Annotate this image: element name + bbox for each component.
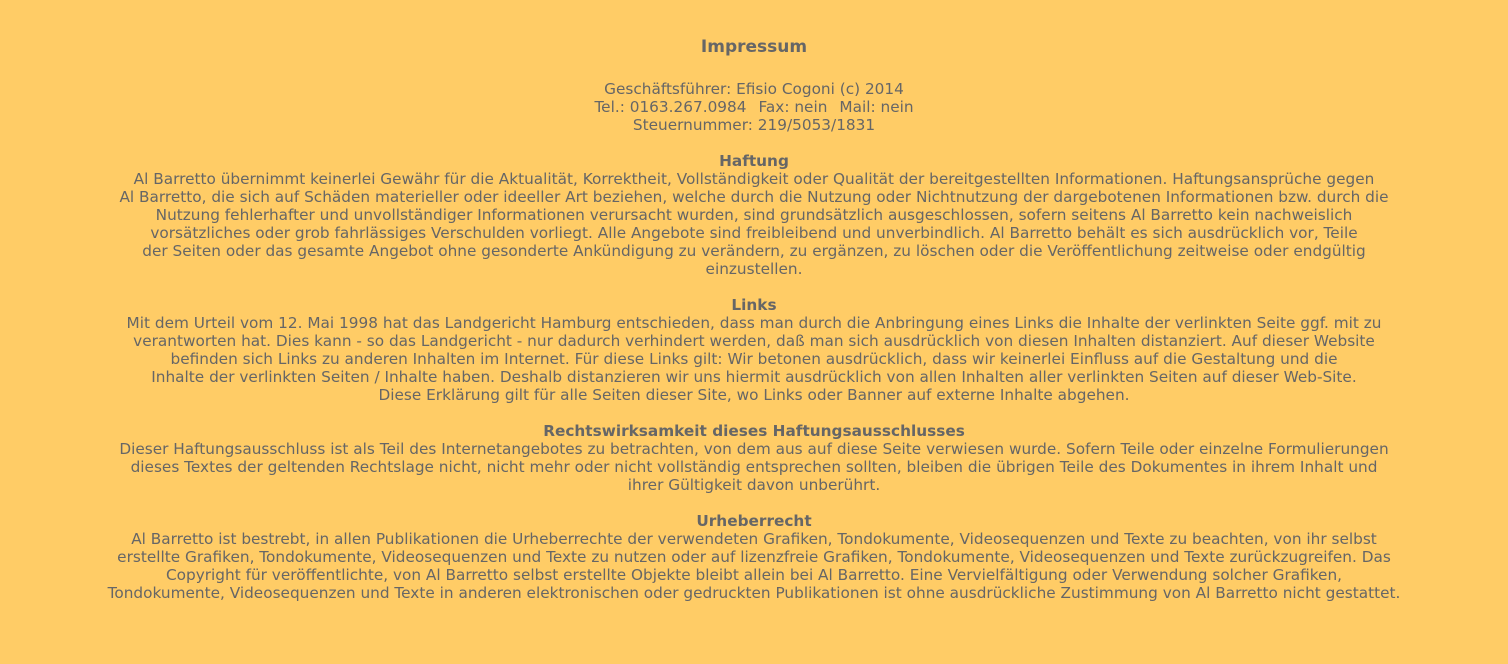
impressum-content: [54, 37, 1454, 602]
text-line: Al Barretto, die sich auf Schäden materieller oder ideeller Art beziehen, welche durch die Nutzung oder Nichtnutzung der dargebotenen Informationen bzw. durch die: [119, 188, 1389, 206]
text-line: Al Barretto ist bestrebt, in allen Publikationen die Urheberrechte der verwendeten Grafiken, Tondokumente, Videosequenzen und Texte zu beachten, von ihr selbst: [131, 530, 1377, 548]
text-line: vorsätzliches oder grob fahrlässiges Verschulden vorliegt. Alle Angebote sind freibleibend und unverbindlich. Al Barretto behält es sich ausdrücklich vor, Teile: [150, 224, 1358, 242]
text-line: Mit dem Urteil vom 12. Mai 1998 hat das Landgericht Hamburg entschieden, dass man durch die Anbringung eines Links die Inhalte der verlinkten Seite ggf. mit zu: [126, 314, 1382, 332]
text-line: Tondokumente, Videosequenzen und Texte in anderen elektronischen oder gedruckten Publikationen ist ohne ausdrückliche Zustimmung von Al Barretto nicht gestattet.: [107, 584, 1401, 602]
text-line: Copyright für veröffentlichte, von Al Barretto selbst erstellte Objekte bleibt allein bei Al Barretto. Eine Vervielfältigung oder Verwendung solcher Grafiken,: [165, 566, 1343, 584]
text-line: Inhalte der verlinkten Seiten / Inhalte haben. Deshalb distanzieren wir uns hiermit ausdrücklich von allen Inhalten aller verlinkten Seiten auf dieser Web-Site.: [151, 368, 1357, 386]
tax-line: Steuernummer: 219/5053/1831: [632, 116, 876, 134]
section-haftung: [54, 152, 1454, 278]
text-line: Diese Erklärung gilt für alle Seiten dieser Site, wo Links oder Banner auf externe Inhalte abgehen.: [378, 386, 1130, 404]
section-text: [54, 440, 1454, 494]
section-heading: Urheberrecht: [696, 512, 812, 530]
section-text: [54, 314, 1454, 404]
text-line: verantworten hat. Dies kann - so das Landgericht - nur dadurch verhindert werden, daß man sich ausdrücklich von diesen Inhalten distanziert. Auf dieser Website: [133, 332, 1375, 350]
phone-line: [54, 98, 1454, 116]
tel-text: Tel.: 0163.267.0984: [594, 98, 747, 116]
text-line: dieses Textes der geltenden Rechtslage nicht, nicht mehr oder nicht vollständig entsprechen sollten, bleiben die übrigen Teile des Dokumentes in ihrem Inhalt und: [130, 458, 1378, 476]
contact-block: [54, 80, 1454, 134]
fax-text: Fax: nein: [758, 98, 828, 116]
text-line: der Seiten oder das gesamte Angebot ohne gesonderte Ankündigung zu verändern, zu ergänzen, zu löschen oder die Veröffentlichung zeitweise oder endgültig: [142, 242, 1366, 260]
section-heading: Links: [731, 296, 777, 314]
text-line: ihrer Gültigkeit davon unberührt.: [627, 476, 881, 494]
text-line: erstellte Grafiken, Tondokumente, Videosequenzen und Texte zu nutzen oder auf lizenzfreie Grafiken, Tondokumente, Videosequenzen und Texte zurückzugreifen. Das: [117, 548, 1391, 566]
text-line: Al Barretto übernimmt keinerlei Gewähr für die Aktualität, Korrektheit, Vollständigkeit oder Qualität der bereitgestellten Informationen. Haftungsansprüche gegen: [133, 170, 1375, 188]
manager-line: Geschäftsführer: Efisio Cogoni (c) 2014: [604, 80, 904, 98]
section-rechtswirksamkeit: [54, 422, 1454, 494]
section-heading: Haftung: [719, 152, 789, 170]
text-line: einzustellen.: [705, 260, 803, 278]
mail-text: Mail: nein: [839, 98, 914, 116]
section-text: [54, 530, 1454, 602]
section-heading: Rechtswirksamkeit dieses Haftungsausschlusses: [543, 422, 965, 440]
page-title: Impressum: [700, 37, 808, 57]
text-line: Nutzung fehlerhafter und unvollständiger Informationen verursacht wurden, sind grundsätzlich ausgeschlossen, sofern seitens Al Barretto kein nachweislich: [155, 206, 1353, 224]
section-text: [54, 170, 1454, 278]
section-urheberrecht: [54, 512, 1454, 602]
section-links: [54, 296, 1454, 404]
text-line: befinden sich Links zu anderen Inhalten im Internet. Für diese Links gilt: Wir betonen ausdrücklich, dass wir keinerlei Einfluss auf die Gestaltung und die: [170, 350, 1338, 368]
text-line: Dieser Haftungsausschluss ist als Teil des Internetangebotes zu betrachten, von dem aus auf diese Seite verwiesen wurde. Sofern Teile oder einzelne Formulierungen: [119, 440, 1389, 458]
